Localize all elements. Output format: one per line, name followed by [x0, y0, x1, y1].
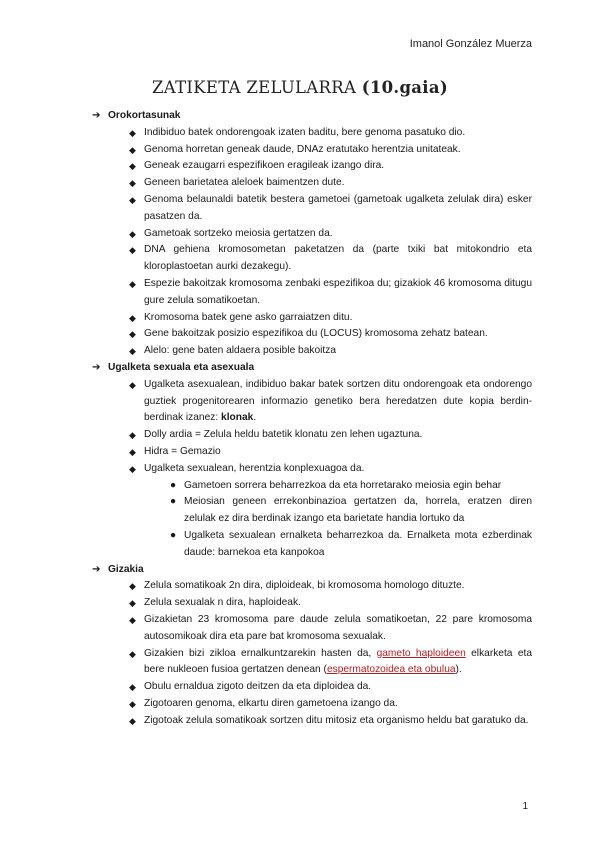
list-item: ◆ Gametoak sortzeko meiosia gertatzen da. — [92, 226, 532, 243]
list-item: ◆ Dolly ardia = Zelula heldu batetik klonatu zen lehen ugaztuna. — [92, 427, 532, 444]
list-item: ◆ Obulu ernaldua zigoto deitzen da eta diploidea da. — [92, 679, 532, 696]
list-item: ◆ Espezie bakoitzak kromosoma zenbaki espezifikoa du; gizakiok 46 kromosoma ditugu gure zelula somatikoetan. — [129, 277, 532, 306]
list-item: ◆ Zigotoak zelula somatikoak sortzen ditu mitosiz eta organismo heldu bat garatuko da. — [92, 713, 532, 730]
section-heading-orokortasunak — [92, 108, 532, 125]
list-item: ◆ Genoma belaunaldi batetik bestera gametoei (gametoak ugalketa zelulak dira) esker pasatzen da. — [129, 193, 532, 222]
round-bullet-icon: ● — [170, 479, 177, 491]
list-item: ◆ Alelo: gene baten aldaera posible bakoitza — [92, 343, 532, 360]
page-title — [0, 78, 600, 97]
list-item: ◆ Geneen barietatea aleloek baimentzen dute. — [92, 175, 532, 192]
diamond-bullet-icon: ◆ — [129, 329, 136, 340]
author-name: Imanol González Muerza — [409, 38, 532, 50]
title-main: ZATIKETA ZELULARRA — [152, 78, 357, 97]
diamond-bullet-icon: ◆ — [129, 715, 136, 726]
diamond-bullet-icon: ◆ — [129, 178, 136, 189]
round-bullet-icon: ● — [170, 529, 177, 541]
diamond-bullet-icon: ◆ — [129, 228, 136, 239]
diamond-bullet-icon: ◆ — [129, 648, 136, 659]
diamond-bullet-icon: ◆ — [129, 581, 136, 592]
list-item: ◆ Kromosoma batek gene asko garraiatzen ditu. — [92, 310, 532, 327]
section-heading-label: Gizakia — [108, 563, 144, 575]
diamond-bullet-icon: ◆ — [129, 379, 136, 390]
diamond-bullet-icon: ◆ — [129, 614, 136, 625]
section-heading-label: Ugalketa sexuala eta asexuala — [108, 361, 255, 373]
list-item: ◆ Gizakietan 23 kromosoma pare daude zelula somatikoetan, 22 pare kromosoma autosomikoak dira eta pare bat kromosoma sexualak. — [129, 613, 532, 642]
list-item: ◆ Gizakien bizi zikloa ernalkuntzarekin hasten da, gameto haploideen elkarketa eta bere nukleoen fusioa gertatzen denean (espermatozoidea eta obulua). — [129, 647, 532, 676]
diamond-bullet-icon: ◆ — [129, 127, 136, 138]
diamond-bullet-icon: ◆ — [129, 161, 136, 172]
diamond-bullet-icon: ◆ — [129, 144, 136, 155]
section-heading-ugalketa — [92, 360, 532, 377]
diamond-bullet-icon: ◆ — [129, 346, 136, 357]
diamond-bullet-icon: ◆ — [129, 446, 136, 457]
arrow-icon: ➔ — [92, 563, 101, 575]
list-item: ◆ Hidra = Gemazio — [92, 444, 532, 461]
list-item: ◆ Ugalketa asexualean, indibiduo bakar batek sortzen ditu ondorengoak eta ondorengo guztiek progenitorearen informazio genetiko bera heredatzen dute kopia berdin-berdinak izanez: klonak. — [129, 378, 532, 424]
diamond-bullet-icon: ◆ — [129, 245, 136, 256]
diamond-bullet-icon: ◆ — [129, 682, 136, 693]
list-item: ◆ Zelula sexualak n dira, haploideak. — [92, 595, 532, 612]
list-item: ◆ DNA gehiena kromosometan paketatzen da (parte txiki bat mitokondrio eta kloroplastoetan aurki dezakegu). — [129, 244, 532, 273]
title-sub: (10.gaia) — [361, 78, 448, 97]
highlight-espermatozoidea: espermatozoidea eta obulua — [326, 664, 456, 676]
diamond-bullet-icon: ◆ — [129, 698, 136, 709]
diamond-bullet-icon: ◆ — [129, 463, 136, 474]
diamond-bullet-icon: ◆ — [129, 312, 136, 323]
sub-list-item: ● Meiosian geneen errekonbinazioa gertatzen da, horrela, eratzen diren zelulak ez dira berdinak izango eta barietate handia lortuko da — [170, 496, 532, 525]
diamond-bullet-icon: ◆ — [129, 194, 136, 205]
section-heading-label: Orokortasunak — [108, 110, 181, 121]
list-item: ◆ Geneak ezaugarri espezifikoen eragileak izango dira. — [92, 158, 532, 175]
section-heading-gizakia — [92, 562, 532, 579]
list-item: ◆ Genoma horretan geneak daude, DNAz eratutako herentzia unitateak. — [92, 142, 532, 159]
list-item: ◆ Indibiduo batek ondorengoak izaten baditu, bere genoma pasatuko dio. — [92, 125, 532, 142]
diamond-bullet-icon: ◆ — [129, 598, 136, 609]
diamond-bullet-icon: ◆ — [129, 430, 136, 441]
arrow-icon: ➔ — [92, 361, 101, 373]
list-item: ◆ Zigotoaren genoma, elkartu diren gametoena izango da. — [92, 696, 532, 713]
list-item: ◆ Zelula somatikoak 2n dira, diploideak, bi kromosoma homologo dituzte. — [92, 578, 532, 595]
list-item: ◆ Ugalketa sexualean, herentzia konplexuagoa da. — [92, 461, 532, 478]
sub-list-item: ● Gametoen sorrera beharrezkoa da eta horretarako meiosia egin behar — [92, 478, 532, 495]
page-number: 1 — [522, 801, 528, 812]
highlight-gameto-haploideen: gameto haploideen — [376, 647, 466, 659]
document-body — [92, 108, 532, 729]
diamond-bullet-icon: ◆ — [129, 278, 136, 289]
sub-list-item: ● Ugalketa sexualean ernalketa beharrezkoa da. Ernalketa mota ezberdinak daude: barnekoa eta kanpokoa — [170, 529, 532, 558]
round-bullet-icon: ● — [170, 496, 177, 508]
list-item: ◆ Gene bakoitzak posizio espezifikoa du (LOCUS) kromosoma zehatz batean. — [92, 326, 532, 343]
arrow-icon: ➔ — [92, 110, 101, 121]
